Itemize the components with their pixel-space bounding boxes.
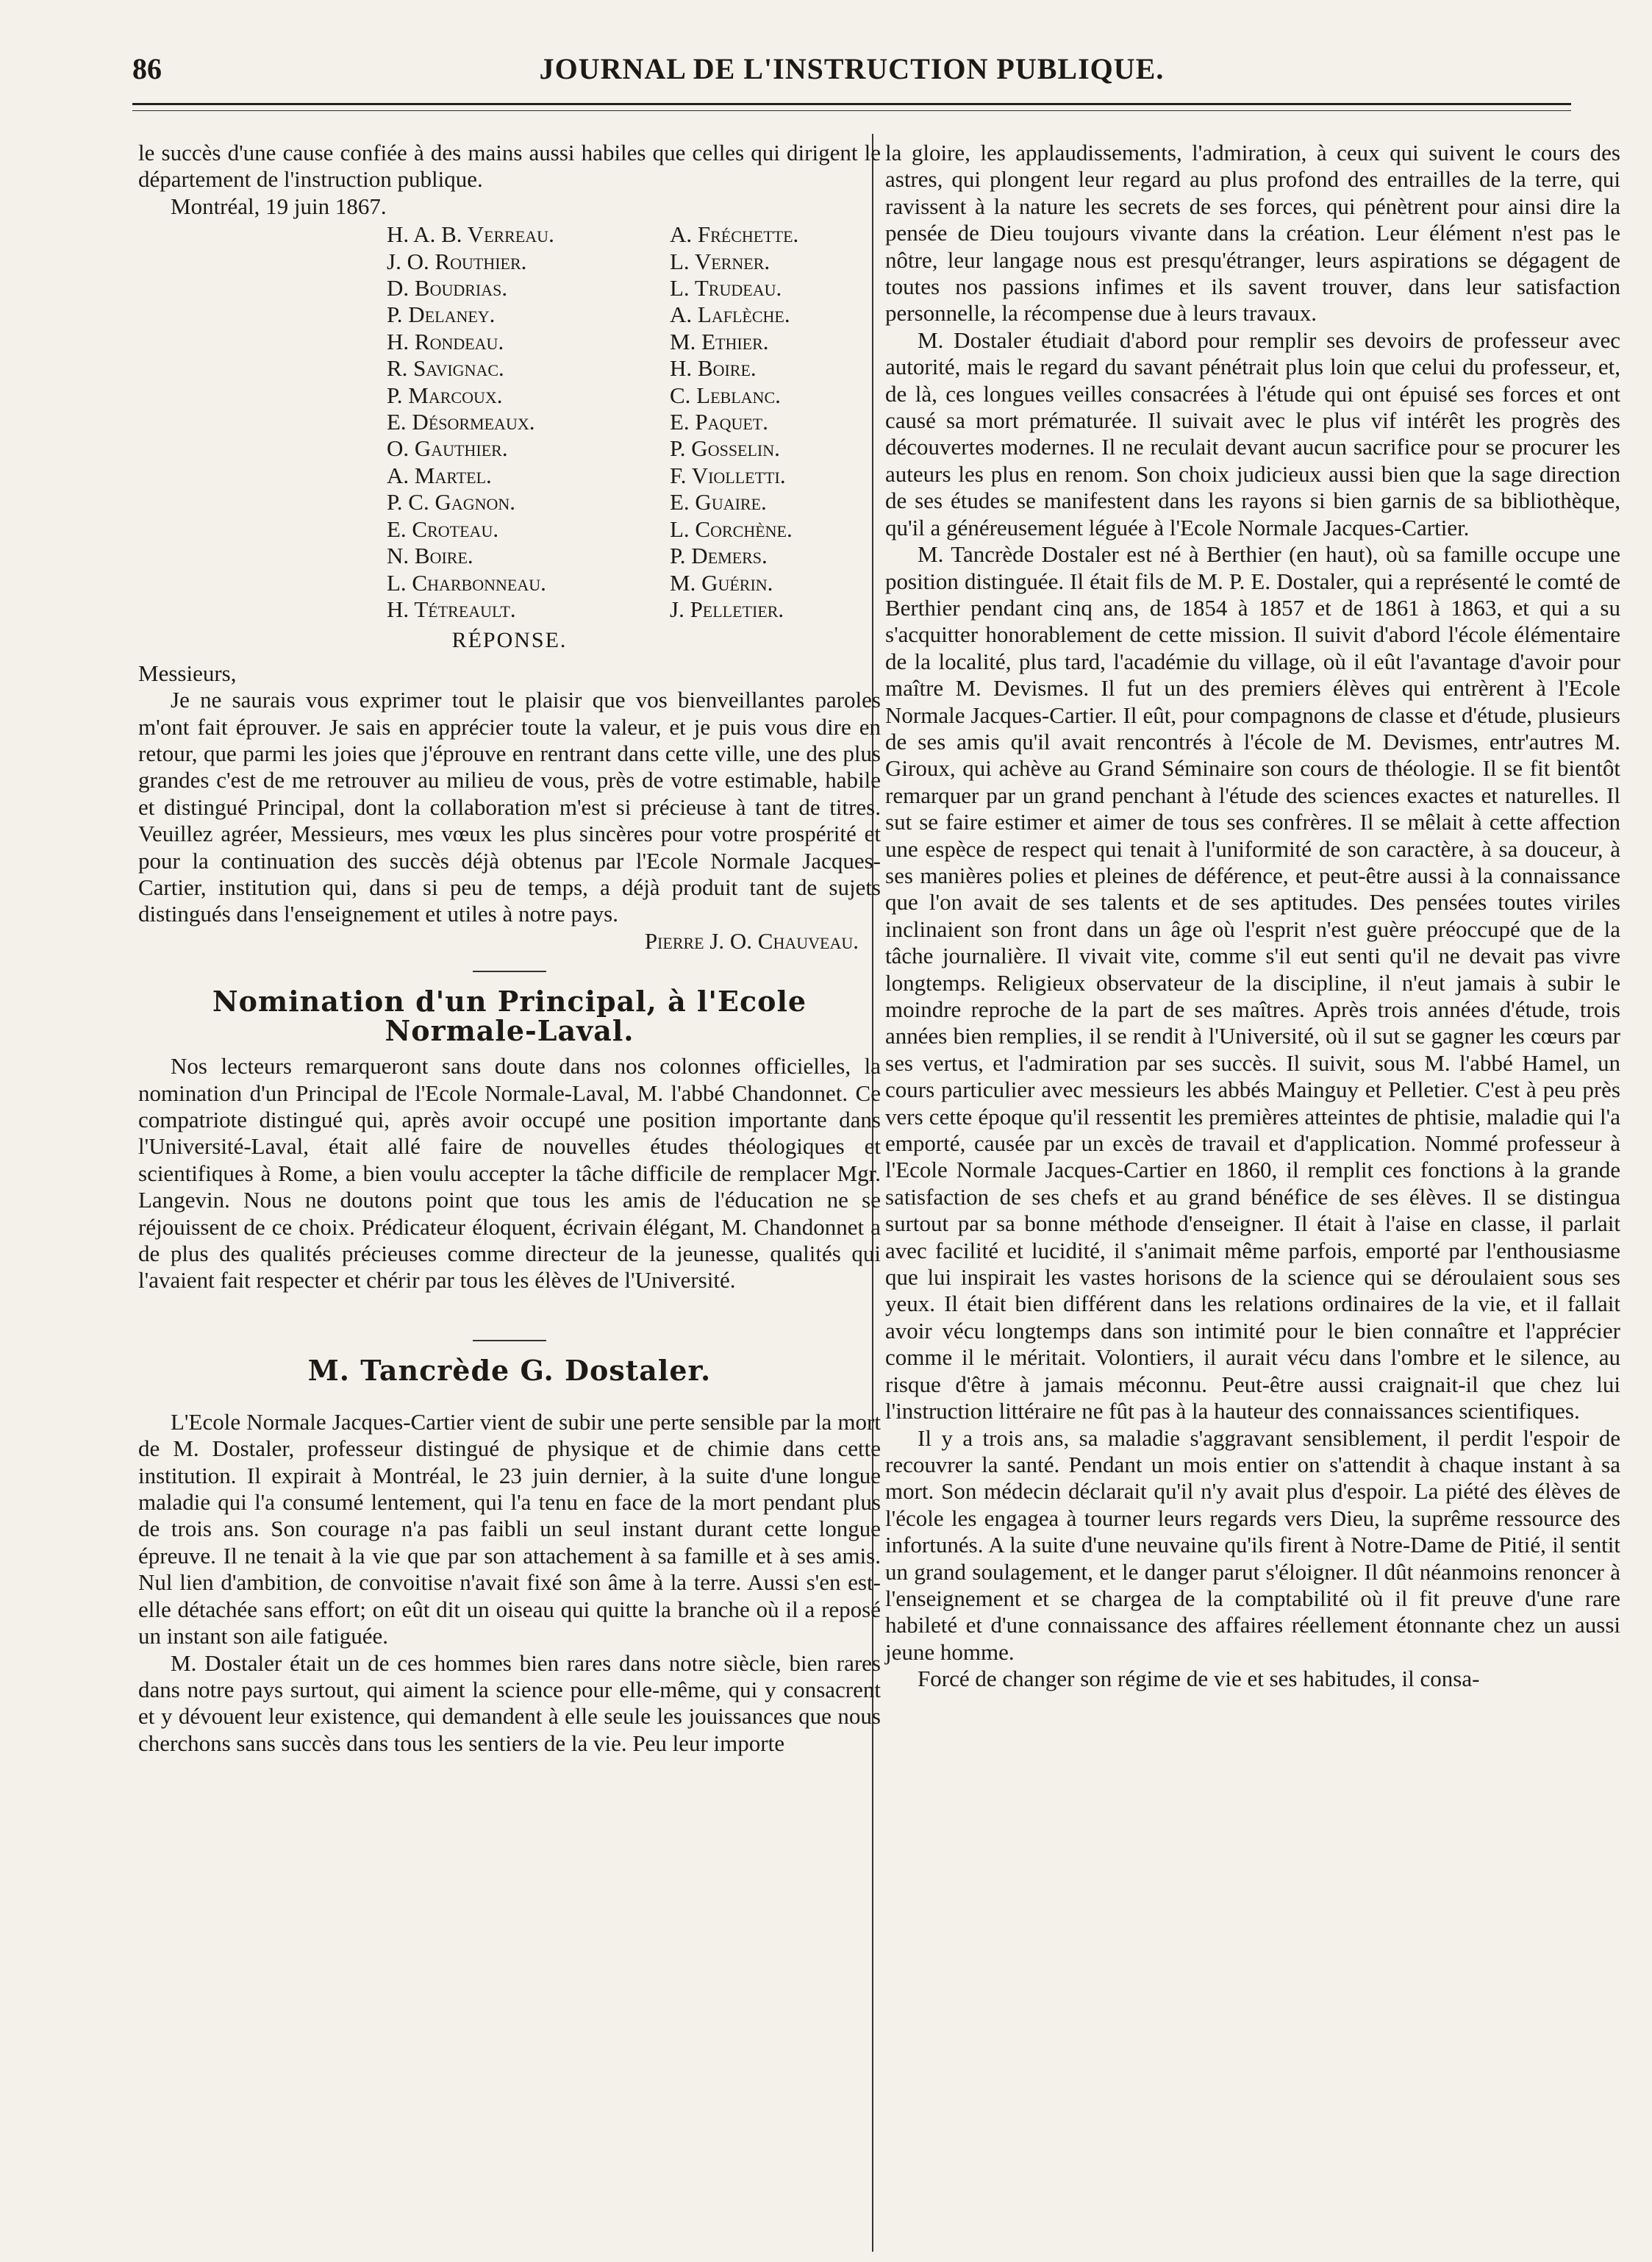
signer-name: L. Verner. [670,248,770,274]
section-rule [473,971,546,972]
section-title-line: Nomination d'un Principal, à l'Ecole [212,985,807,1018]
signer-name: E. Guaire. [670,489,767,515]
signer-row [387,221,798,248]
section-title-dostaler: M. Tancrède G. Dostaler. [307,1353,712,1387]
signer-name: E. Désormeaux. [387,409,535,435]
reponse-heading: RÉPONSE. [451,628,568,653]
signer-name: L. Charbonneau. [387,569,546,596]
signer-row [387,382,798,409]
dateline: Montréal, 19 juin 1867. [171,193,387,219]
running-title: JOURNAL DE L'INSTRUCTION PUBLIQUE. [539,52,1165,85]
signer-row [387,249,798,275]
signer-name: P. Demers. [670,543,768,569]
signer-name: L. Trudeau. [670,275,782,302]
dostaler-paragraph: M. Dostaler était un de ces hommes bien rares dans notre siècle, bien rares dans notre pays surtout, qui aiment la science pour elle-même, qui y consacrent et y dévouent leur existence, qui demandent à elle seule les jouissances que nous cherchons sans succès dans tous les sentiers de la vie. Peu leur importe [138,1649,881,1756]
signer-row [387,596,798,623]
signer-row [387,489,798,515]
section-title-line: Normale-Laval. [385,1014,634,1048]
signer-name: H. Boire. [670,355,757,382]
signer-name: L. Corchène. [670,515,793,542]
page-number: 86 [132,52,162,85]
signer-name: P. C. Gagnon. [387,489,516,515]
section-title-nomination [138,987,881,1046]
signer-name: F. Violletti. [670,462,786,488]
signer-row [387,355,798,382]
signer-name: E. Paquet. [670,409,768,435]
dostaler-paragraph: Forcé de changer son régime de vie et ses habitudes, il consa- [918,1666,1480,1692]
signer-name: E. Croteau. [387,515,499,542]
signer-row [387,275,798,302]
signer-name: M. Guérin. [670,569,773,596]
signer-name: A. Fréchette. [670,221,799,248]
signer-name: P. Marcoux. [387,382,503,408]
dostaler-paragraph: M. Tancrède Dostaler est né à Berthier (en haut), où sa famille occupe une position distinguée. Il était fils de M. P. E. Dostaler, qui a représenté le comté de Berthier pendant cinq ans, de 1854 à 1857 et de 1861 à 1863, et qui a su s'acquitter honorablement de cette mission. Il suivit d'abord l'école élémentaire de la localité, plus tard, l'académie du village, où il eût l'avantage d'avoir pour maître M. Devismes. Il fut un des premiers élèves qui entrèrent à l'Ecole Normale Jacques-Cartier. Il eût, pour compagnons de classe et d'étude, plusieurs de ses amis qu'il avait rencontrés à l'école de M. Devismes, entr'autres M. Giroux, qui achève au Grand Séminaire son cours de théologie. Il se fit bientôt remarquer par un grand penchant à l'étude des sciences exactes et naturelles. Il sut se faire estimer et aimer de tous ses confrères. Il se mêlait à cette affection une espèce de respect qui tenait à l'uniformité de son caractère, à sa douceur, à ses manières polies et pleines de déférence, et peut-être aussi à la connaissance que l'on avait de ses talents et de ses aptitudes. Des pensées toutes viriles inclinaient son front dans un âge où l'esprit n'est guère préoccupé que de la tâche journalière. Il vivait vite, comme s'il eut senti qu'il ne devait pas vivre longtemps. Religieux observateur de la discipline, il n'eut jamais à subir le moindre reproche de la part de ses maîtres. Après trois années d'étude, trois années bien remplies, il se rendit à l'Université, où il sut se gagner les cœurs par ses vertus, et l'admiration par ses succès. Il suivit, sous M. l'abbé Hamel, un cours particulier avec messieurs les abbés Mainguy et Pelletier. C'est à peu près vers cette époque qu'il ressentit les premières atteintes de phtisie, maladie qui l'a emporté, causée par un excès de travail et d'application. Nommé professeur à l'Ecole Normale Jacques-Cartier en 1860, il remplit ces fonctions à la grande satisfaction de ses chefs et au grand bénéfice de ses élèves. Il se distingua surtout par sa bonne méthode d'enseigner. Il était à l'aise en classe, il parlait avec facilité et lucidité, il s'animait même parfois, emporté par l'enthousiasme que lui inspirait les vastes horisons de la science qui se déroulaient sous ses yeux. Il était bien différent dans les relations ordinaires de la vie, et il fallait avoir vécu longtemps dans son intimité pour le bien connaître et l'apprécier comme il le méritait. Volontiers, il aurait vécu dans l'ombre et le silence, au risque d'être à jamais méconnu. Peut-être aussi craignait-il que chez lui l'instruction littéraire ne fût pas à la hauteur des connaissances scientifiques. [885,541,1620,1424]
dostaler-paragraph: Il y a trois ans, sa maladie s'aggravant sensiblement, il perdit l'espoir de recouvrer la santé. Pendant un mois entier on s'attendit à chaque instant à sa mort. Son médecin déclarait qu'il n'y avait plus d'espoir. La piété des élèves de l'école les engagea à tourner leurs regards vers Dieu, la suprême ressource des infortunés. A la suite d'une neuvaine qu'ils firent à Notre-Dame de Pitié, il sentit un grand soulagement, et le danger parut s'éloigner. Il dût néanmoins renoncer à l'enseignement et se chargea de la comptabilité où il fit preuve d'une rare habileté et d'une connaissance des affaires réellement étonnante chez un aussi jeune homme. [885,1424,1620,1665]
page-header [132,46,1571,90]
nomination-paragraph: Nos lecteurs remarqueront sans doute dans nos colonnes officielles, la nomination d'un Principal de l'Ecole Normale-Laval, M. l'abbé Chandonnet. Ce compatriote distingué qui, après avoir occupé une position importante dans l'Université-Laval, était allé faire de nouvelles études théologiques et scientifiques à Rome, a bien voulu accepter la tâche difficile de remplacer Mgr. Langevin. Nous ne doutons point que tous les amis de l'éducation ne se réjouissent de ce choix. Prédicateur éloquent, écrivain élégant, M. Chandonnet a de plus des qualités précieuses comme directeur de la jeunesse, qualités qui l'avaient fait respecter et chérir par tous les élèves de l'Université. [138,1053,881,1294]
signer-row [387,463,798,489]
spacer [138,1294,881,1324]
signature: Pierre J. O. Chauveau. [644,927,859,954]
header-rule-thin [132,110,1571,111]
signer-name: C. Leblanc. [670,382,781,408]
signer-row [387,435,798,462]
signer-name: P. Gosselin. [670,435,780,462]
header-rule [132,103,1571,105]
signer-row [387,570,798,596]
section-rule [473,1340,546,1341]
signer-row [387,329,798,355]
signer-name: J. O. Routhier. [387,248,527,274]
reponse-paragraph: Je ne saurais vous exprimer tout le plaisir que vos bienveillantes paroles m'ont fait éprouver. Je sais en apprécier toute la valeur, et je puis vous dire en retour, que parmi les joies que j'éprouve en rentrant dans cette ville, une des plus grandes c'est de me retrouver au milieu de vous, près de votre estimable, habile et distingué Principal, dont la collaboration m'est si précieuse à tant de titres. Veuillez agréer, Messieurs, mes vœux les plus sincères pour votre prospérité et pour la continuation des succès déjà obtenus par l'Ecole Normale Jacques-Cartier, institution qui, dans si peu de temps, a déjà produit tant de sujets distingués dans l'enseignement et utiles à notre pays. [138,687,881,927]
signer-name: N. Boire. [387,543,473,569]
signer-name: D. Boudrias. [387,275,508,302]
signer-name: M. Ethier. [670,328,769,354]
intro-paragraph: le succès d'une cause confiée à des mains aussi habiles que celles qui dirigent le département de l'instruction publique. [138,140,881,193]
continued-paragraph: la gloire, les applaudissements, l'admiration, à ceux qui suivent le cours des astres, qui plongent leur regard au plus profond des entrailles de la terre, qui ravissent à la nature les secrets de ses forces, qui pénètrent pour ainsi dire la pensée de Dieu toujours vivante dans la création. Leur élément n'est pas le nôtre, leur langage nous est presqu'étranger, leurs aspirations se dégagent de toutes nos passions infimes et ils savent trouver, dans leur satisfaction personnelle, la récompense due à leurs travaux. [885,140,1620,327]
spacer [138,1393,881,1409]
signer-name: H. Rondeau. [387,328,504,354]
signer-row [387,543,798,569]
signer-name: J. Pelletier. [670,596,784,622]
signer-name: P. Delaney. [387,302,496,328]
signer-name: H. A. B. Verreau. [387,221,554,248]
signers-list [387,221,798,623]
signer-name: A. Laflèche. [670,302,790,328]
salutation: Messieurs, [138,660,237,686]
signer-name: A. Martel. [387,462,492,488]
dostaler-paragraph: M. Dostaler étudiait d'abord pour remplir ses devoirs de professeur avec autorité, mais le regard du savant pénétrait plus loin que celui du professeur, et, de là, ces longues veilles consacrées à l'étude qui ont épuisé ses forces et ont causé sa mort prématurée. Il suivait avec le plus vif intérêt les progrès des découvertes modernes. Il ne reculait devant aucun sacrifice pour se procurer les auteurs les plus en renom. Son choix judicieux aussi bien que la sage direction de ses études se manifestent dans les rayons si bien garnis de sa bibliothèque, qu'il a généreusement léguée à l'Ecole Normale Jacques-Cartier. [885,327,1620,540]
left-column [138,140,881,1757]
signer-name: R. Savignac. [387,355,504,382]
signer-row [387,516,798,543]
right-column [885,140,1620,1693]
signer-name: O. Gauthier. [387,435,508,462]
signer-row [387,302,798,328]
signer-name: H. Tétreault. [387,596,516,622]
signer-row [387,409,798,435]
dostaler-paragraph: L'Ecole Normale Jacques-Cartier vient de subir une perte sensible par la mort de M. Dostaler, professeur distingué de physique et de chimie dans cette institution. Il expirait à Montréal, le 23 juin dernier, à la suite d'une longue maladie qui l'a consumé lentement, qui l'a tenu en face de la mort pendant plus de trois ans. Son courage n'a pas faibli un seul instant durant cette longue épreuve. Il ne tenait à la vie que par son attachement à sa famille et à ses amis. Nul lien d'ambition, de convoitise n'avait fixé son âme à la terre. Aussi s'en est-elle détachée sans effort; on eût dit un oiseau qui quitte la branche où il a reposé un instant son aile fatiguée. [138,1408,881,1649]
